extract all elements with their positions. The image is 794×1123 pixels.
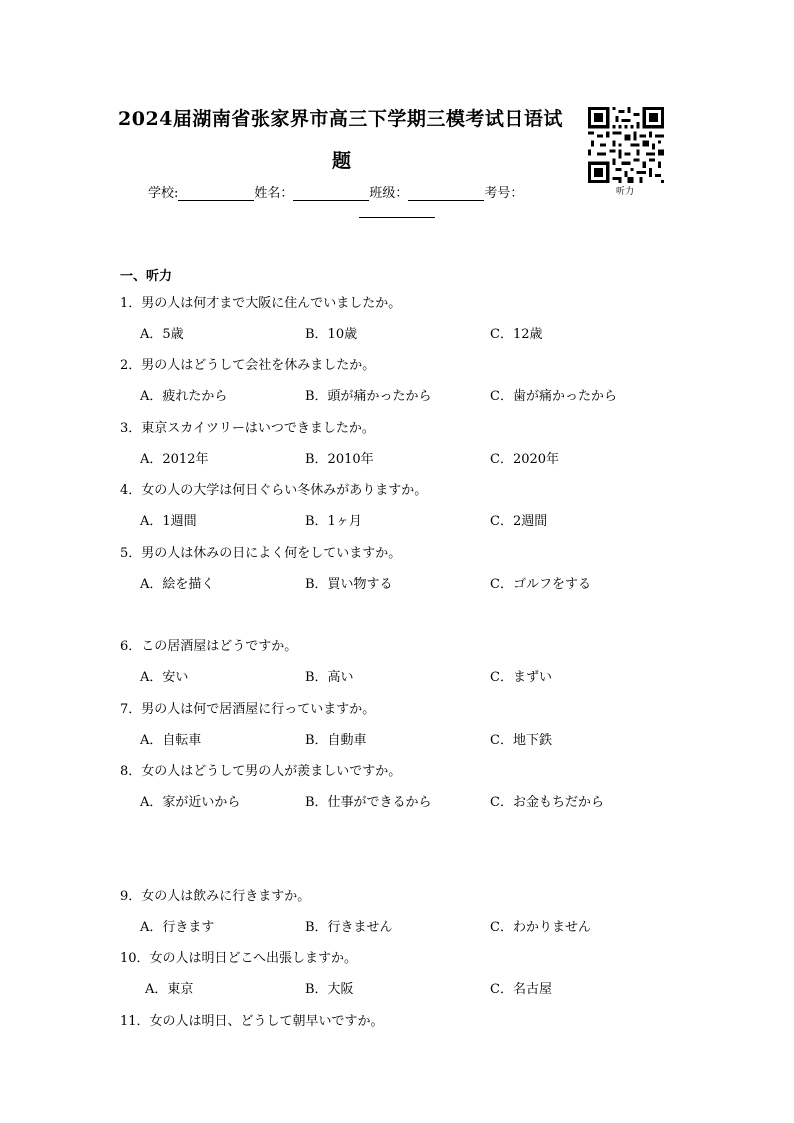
question: 10．女の人は明日どこへ出張しますか。 <box>120 951 358 966</box>
option-c: C．名古屋 <box>490 982 552 997</box>
option-a: A．2012年 <box>140 452 209 467</box>
exam-number-label: 考号： <box>484 186 524 201</box>
option-b: B．高い <box>305 670 354 685</box>
option-c: C．お金もちだから <box>490 795 604 810</box>
section-title: 一、听力 <box>120 269 173 284</box>
page-title-line1: 2024届湖南省张家界市高三下学期三模考试日语试 <box>118 108 563 130</box>
option-a: A．1週間 <box>140 514 197 529</box>
option-a: A．家が近いから <box>140 795 241 810</box>
option-a: A．絵を描く <box>140 577 215 592</box>
question: 1．男の人は何才まで大阪に住んでいましたか。 <box>120 296 402 311</box>
option-b: B．行きません <box>305 920 393 935</box>
option-a: A．疲れたから <box>140 389 228 404</box>
option-b: B．仕事ができるから <box>305 795 432 810</box>
question: 8．女の人はどうして男の人が羨ましいですか。 <box>120 764 402 779</box>
option-a: A．安い <box>140 670 189 685</box>
question: 4．女の人の大学は何日ぐらい冬休みがありますか。 <box>120 483 428 498</box>
option-b: B．1ヶ月 <box>305 514 362 529</box>
question: 5．男の人は休みの日によく何をしていますか。 <box>120 546 402 561</box>
option-c: C．わかりません <box>490 920 591 935</box>
question: 6．この居酒屋はどうですか。 <box>120 639 298 654</box>
question: 9．女の人は飲みに行きますか。 <box>120 889 311 904</box>
question: 7．男の人は何で居酒屋に行っていますか。 <box>120 702 376 717</box>
option-a: A．行きます <box>140 920 215 935</box>
student-info-row <box>148 182 523 201</box>
name-field[interactable] <box>293 186 369 201</box>
page-title-line2: 题 <box>332 150 352 172</box>
option-a: A．東京 <box>145 982 194 997</box>
class-label: 班级： <box>369 186 409 201</box>
exam-number-field[interactable] <box>359 203 435 218</box>
option-c: C．2週間 <box>490 514 548 529</box>
option-c: C．歯が痛かったから <box>490 389 617 404</box>
option-b: B．10歳 <box>305 327 358 342</box>
option-b: B．買い物する <box>305 577 393 592</box>
option-a: A．5歳 <box>140 327 184 342</box>
option-c: C．12歳 <box>490 327 543 342</box>
option-b: B．2010年 <box>305 452 374 467</box>
option-c: C．2020年 <box>490 452 560 467</box>
school-label: 学校: <box>148 186 179 201</box>
class-field[interactable] <box>408 186 484 201</box>
qr-label: 听力 <box>616 187 635 197</box>
option-a: A．自転車 <box>140 733 202 748</box>
question: 3．東京スカイツリーはいつできましたか。 <box>120 421 375 436</box>
question: 11．女の人は明日、どうして朝早いですか。 <box>120 1014 384 1029</box>
option-c: C．まずい <box>490 670 552 685</box>
option-c: C．ゴルフをする <box>490 577 591 592</box>
option-b: B．自動車 <box>305 733 367 748</box>
option-c: C．地下鉄 <box>490 733 552 748</box>
option-b: B．頭が痛かったから <box>305 389 432 404</box>
qr-code-icon <box>588 107 664 183</box>
name-label: 姓名： <box>254 186 294 201</box>
question: 2．男の人はどうして会社を休みましたか。 <box>120 358 376 373</box>
option-b: B．大阪 <box>305 982 354 997</box>
school-field[interactable] <box>178 186 254 201</box>
